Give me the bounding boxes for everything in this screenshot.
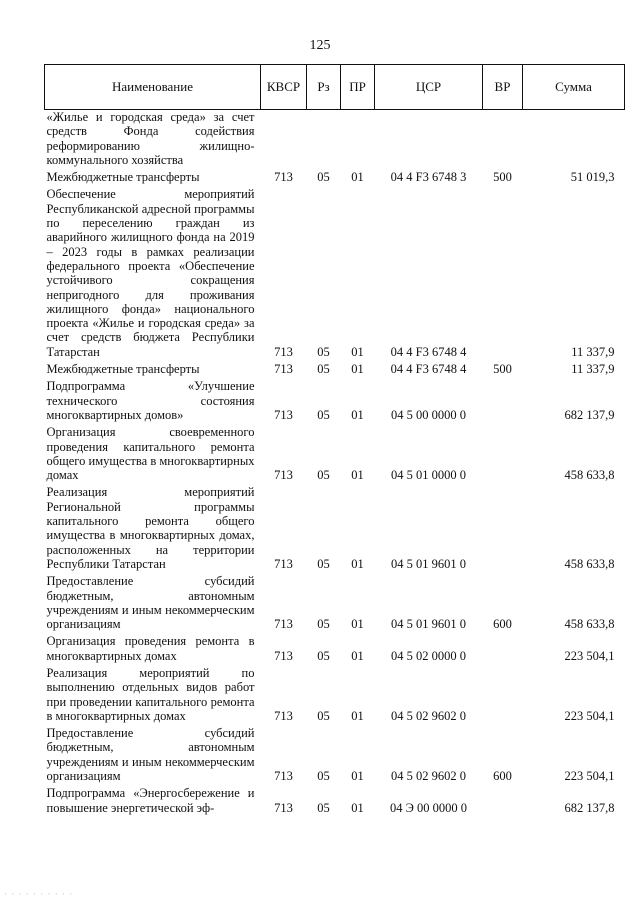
row-sum: 51 019,3 [570, 170, 615, 185]
row-csr [375, 110, 483, 171]
table-row [45, 187, 625, 362]
table-row [45, 634, 625, 666]
header-name: Наименование [45, 65, 261, 110]
scan-mark: · · · · · · · · · · [4, 889, 74, 899]
row-csr: 04 Э 00 0000 0 [389, 800, 467, 815]
table-row [45, 485, 625, 574]
row-rz: 05 [317, 648, 330, 663]
row-vr [483, 187, 523, 362]
row-name: Предоставление субсидий бюджетным, автономным учреждениям и иным некоммерческим организациям [46, 574, 255, 632]
row-csr: 04 5 02 0000 0 [391, 648, 466, 663]
table-row [45, 425, 625, 485]
row-sum: 223 504,1 [564, 648, 615, 663]
row-rz: 05 [317, 556, 330, 571]
row-vr [483, 634, 523, 666]
row-rz [307, 110, 341, 171]
row-vr [483, 379, 523, 425]
header-csr: ЦСР [375, 65, 483, 110]
row-csr: 04 5 02 9602 0 [391, 708, 466, 723]
row-vr: 500 [493, 362, 512, 377]
row-vr [483, 485, 523, 574]
header-pr: ПР [341, 65, 375, 110]
row-name: Организация проведения ремонта в многоквартирных домах [46, 634, 255, 663]
row-name: Реализация мероприятий по выполнению отдельных видов работ при проведении капитального ремонта в многоквартирных домах [46, 665, 255, 723]
row-pr: 01 [351, 708, 364, 723]
row-name: Межбюджетные трансферты [46, 362, 200, 377]
row-name: Организация своевременного проведения капитального ремонта общего имущества в многоквартирных домах [46, 425, 255, 483]
row-kvsr: 713 [274, 468, 293, 483]
row-pr: 01 [351, 407, 364, 422]
row-kvsr [261, 110, 307, 171]
row-csr: 04 5 00 0000 0 [391, 407, 466, 422]
table-header [45, 65, 625, 110]
row-sum: 223 504,1 [564, 708, 615, 723]
row-name: Межбюджетные трансферты [46, 170, 200, 185]
page-number: 125 [309, 38, 331, 53]
row-rz: 05 [317, 362, 330, 377]
row-vr [483, 786, 523, 818]
table-row [45, 786, 625, 818]
table-row [45, 170, 625, 187]
header-vr: ВР [483, 65, 523, 110]
row-kvsr: 713 [274, 170, 293, 185]
row-pr: 01 [351, 800, 364, 815]
row-vr: 600 [493, 617, 512, 632]
row-pr: 01 [351, 344, 364, 359]
row-rz: 05 [317, 769, 330, 784]
row-rz: 05 [317, 800, 330, 815]
row-pr: 01 [351, 362, 364, 377]
table-row [45, 666, 625, 726]
row-csr: 04 5 02 9602 0 [391, 769, 466, 784]
row-kvsr: 713 [274, 708, 293, 723]
row-kvsr: 713 [274, 407, 293, 422]
row-sum: 11 337,9 [571, 344, 615, 359]
row-csr: 04 4 F3 6748 3 [390, 170, 467, 185]
row-vr: 500 [493, 170, 512, 185]
row-kvsr: 713 [274, 556, 293, 571]
header-sum: Сумма [523, 65, 625, 110]
row-name: Предоставление субсидий бюджетным, автономным учреждениям и иным некоммерческим организациям [46, 726, 255, 784]
row-sum: 223 504,1 [564, 769, 615, 784]
table-body [45, 110, 625, 818]
row-rz: 05 [317, 170, 330, 185]
row-sum: 458 633,8 [564, 556, 615, 571]
row-sum: 682 137,9 [564, 407, 615, 422]
row-csr: 04 5 01 9601 0 [391, 617, 466, 632]
row-rz: 05 [317, 407, 330, 422]
table-row [45, 362, 625, 379]
row-kvsr: 713 [274, 648, 293, 663]
row-vr [483, 425, 523, 485]
row-pr [341, 110, 375, 171]
row-sum: 682 137,8 [564, 800, 615, 815]
row-name: Подпрограмма «Улучшение технического состояния многоквартирных домов» [46, 379, 255, 422]
row-rz: 05 [317, 468, 330, 483]
row-kvsr: 713 [274, 344, 293, 359]
header-kvsr: КВСР [261, 65, 307, 110]
row-rz: 05 [317, 708, 330, 723]
table-row [45, 110, 625, 171]
row-pr: 01 [351, 556, 364, 571]
row-name: Подпрограмма «Энергосбережение и повышение энергетической эф- [46, 786, 255, 815]
row-pr: 01 [351, 468, 364, 483]
row-name: Обеспечение мероприятий Республиканской адресной программы по переселению граждан из аварийного жилищного фонда на 2019 – 2023 годы в рамках реализации федерального проекта «Обеспечение устойчивого сокращения непригодного для проживания жилищного фонда» национального проекта «Жилье и городская среда» за счет средств бюджета Республики Татарстан [46, 187, 255, 359]
row-kvsr: 713 [274, 362, 293, 377]
row-kvsr: 713 [274, 769, 293, 784]
budget-table [44, 64, 625, 818]
row-vr [483, 666, 523, 726]
row-name: Реализация мероприятий Региональной программы капитального ремонта общего имущества в многоквартирных домах, расположенных на территории Республики Татарстан [46, 485, 255, 571]
row-pr: 01 [351, 648, 364, 663]
row-pr: 01 [351, 617, 364, 632]
row-vr: 600 [493, 769, 512, 784]
row-csr: 04 5 01 0000 0 [391, 468, 466, 483]
table-row [45, 379, 625, 425]
row-rz: 05 [317, 344, 330, 359]
row-pr: 01 [351, 170, 364, 185]
row-sum: 458 633,8 [564, 468, 615, 483]
table-row [45, 726, 625, 786]
row-sum [523, 110, 625, 171]
row-name: «Жилье и городская среда» за счет средств Фонда содействия реформированию жилищно-коммунального хозяйства [46, 110, 255, 167]
row-csr: 04 4 F3 6748 4 [390, 344, 467, 359]
row-pr: 01 [351, 769, 364, 784]
table-row [45, 574, 625, 634]
row-sum: 458 633,8 [564, 617, 615, 632]
row-sum: 11 337,9 [571, 362, 615, 377]
header-rz: Рз [307, 65, 341, 110]
row-csr: 04 4 F3 6748 4 [390, 362, 467, 377]
row-kvsr: 713 [274, 800, 293, 815]
row-rz: 05 [317, 617, 330, 632]
row-csr: 04 5 01 9601 0 [391, 556, 466, 571]
row-kvsr: 713 [274, 617, 293, 632]
row-vr [483, 110, 523, 171]
